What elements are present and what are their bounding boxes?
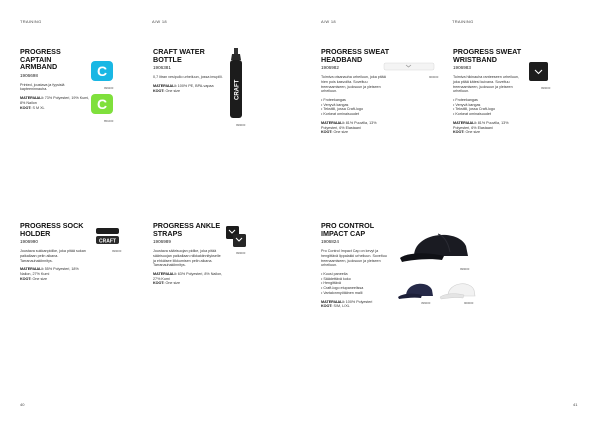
product-material: MATERIAALI: 55% Polyesteri, 18% Nailon, 27% Kumi [20,267,79,276]
feature-list: • Froteekangas • Venyvä kangas • Tekstiili, jossa Craft-logo • Korkeat ominaisuudet [453,98,523,117]
product-code: 1906990 [20,239,38,245]
art-code: 999000 [541,86,551,90]
art-code: 900000 [429,75,439,79]
product-material: MATERIAALI: 81% Puuvilla, 13% Polyesteri, 6% Elastaani [453,120,509,130]
product-armband[interactable] [20,48,90,110]
product-sizes: KOOT: One size [153,281,181,286]
product-code: 1906824 [321,239,339,245]
product-description: Joustava säärisuojan pidike, joka pitää säärisuojan paikallaan nilkkakiinnitykselle ja ehkäisee liikkumisen pelin aikana. Tarranauhakiinnitys. [153,249,221,268]
art-code: 396000 [421,301,431,305]
product-description: Toimiva hikinauha ranteeseen urheiluun, joka pitää kätesi kuivana. Soveltuu treenaamiseen, juoksuun ja yleiseen urheiluun. [453,75,520,94]
art-code: 999000 [236,251,246,255]
wristband-image [529,62,549,82]
product-description: Printed, joustava ja fyysisiä kapteeninnauha. [20,82,65,92]
product-material: MATERIAALI: 63% Polyesteri, 8% Nailon, 27% Kumi [153,272,223,281]
feature-list: • Froteekangas • Venyvä kangas • Tekstiili, jossa Craft-logo • Korkeat ominaisuudet [321,98,391,117]
section-header-left: TRAINING [20,19,42,24]
water-bottle-image [226,48,246,120]
sock-holder-image [96,228,120,246]
product-title: PROGRESS ANKLE STRAPS [153,221,221,238]
art-code: 900000 [464,301,474,305]
art-code: 999000 [112,249,122,253]
art-code: 999000 [460,267,470,271]
product-material: MATERIAALI: 81% Puuvilla, 13% Polyesteri, 6% Elastaani [321,120,377,130]
product-code: 1906698 [20,72,38,78]
product-code: 1906983 [453,65,471,71]
cap-black-image [398,222,478,266]
art-code: 999000 [236,123,246,127]
svg-text:C: C [96,96,108,112]
page-number-left: 40 [20,402,25,407]
product-code: 1906381 [153,65,171,71]
ankle-straps-image [226,226,248,248]
cap-navy-image [398,278,436,300]
product-title: CRAFT WATER BOTTLE [153,47,205,64]
product-sizes: KOOT: S/M, L/XL [321,304,350,309]
art-code: 999200 [104,86,114,90]
product-title: PROGRESS CAPTAIN ARMBAND [20,47,61,72]
product-sizes: KOOT: One size [20,276,48,281]
product-code: 1906982 [321,65,339,71]
product-sock-holder[interactable] [20,222,90,281]
product-material: MATERIAALI: 100% Polyesteri [321,299,373,304]
section-header-right: TRAINING [452,19,474,24]
product-material: MATERIAALI: 100% PE, BPA-vapaa [153,83,214,88]
art-code: 851000 [104,119,114,123]
product-title: PROGRESS SWEAT HEADBAND [321,47,390,64]
product-sweat-wristband[interactable] [453,48,523,135]
bottle-logo: CRAFT [234,79,241,100]
page-number-right: 41 [573,402,578,407]
armband-green-image [90,93,114,115]
product-code: 1906989 [153,239,171,245]
headband-image [384,62,436,72]
product-sizes: KOOT: S M XL [20,105,45,110]
product-description: Pro Control Impact Cap on kevyt ja hengittävä lippalakki urheiluun. Soveltuu treenaamiseen, juoksuun ja yleiseen urheiluun. [321,249,387,268]
product-ankle-straps[interactable] [153,222,223,286]
product-description: Joustava sukkanpidike, joka pitää sukan paikallaan pelin aikana. Tarranauhakiinnitys. [20,249,86,263]
svg-text:C: C [96,63,108,79]
product-description: Toimiva otsanauha urheiluun, joka pitää hien pois kasvoilta. Soveltuu treenaamiseen, juoksuun ja yleiseen urheiluun. [321,75,386,94]
right-page [300,0,600,424]
product-sizes: KOOT: One size [153,88,181,93]
product-sweat-headband[interactable] [321,48,391,135]
product-description: 0,7 litran vesipullo urheiluun, jossa imupilli. [153,75,223,80]
season-header-left: A/W 18 [152,19,167,24]
product-title: PROGRESS SOCK HOLDER [20,221,84,238]
product-water-bottle[interactable] [153,48,223,93]
season-header-right: A/W 18 [321,19,336,24]
feature-list: • Kuusi paneelia • Säädettävä koko • Hengittävä • Craft-logo etupaneelissa • Vartalonmyötäinen malli [321,272,391,296]
product-material: MATERIAALI: 73% Polyesteri, 19% Kumi, 8% Nailon [20,96,90,105]
product-title: PRO CONTROL IMPACT CAP [321,221,374,238]
product-sizes: KOOT: One size [321,130,349,135]
product-impact-cap[interactable] [321,222,391,309]
armband-cyan-image [90,60,114,82]
cap-white-image [440,278,478,300]
product-sizes: KOOT: One size [453,130,481,135]
product-title: PROGRESS SWEAT WRISTBAND [453,47,522,64]
sock-holder-logo: CRAFT [99,238,116,245]
